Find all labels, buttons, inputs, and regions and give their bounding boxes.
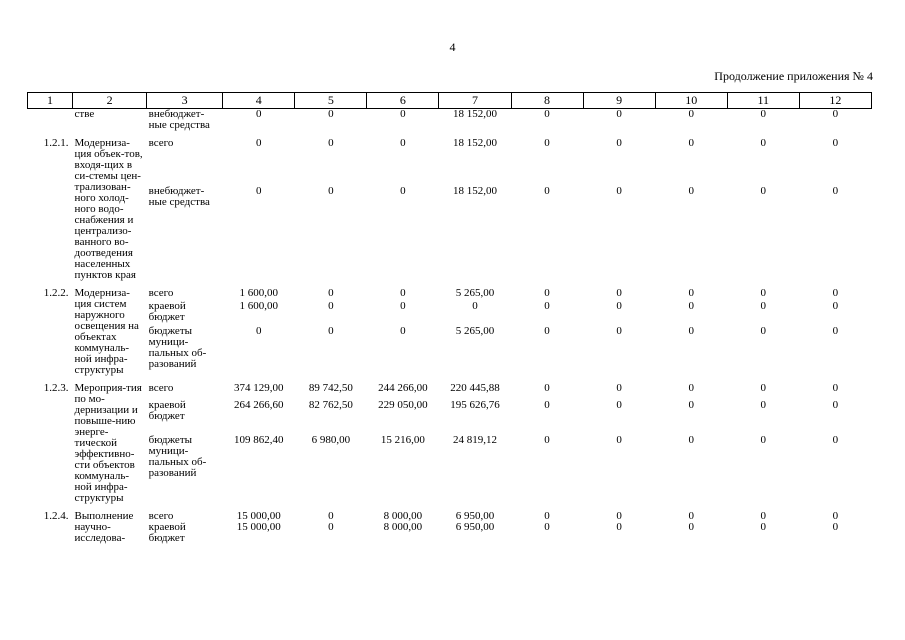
value-cell: 244 266,00 — [378, 382, 428, 394]
value-cell: 0 — [832, 184, 839, 197]
value-cell: 0 — [400, 137, 406, 149]
value-cell: 0 — [328, 299, 334, 312]
value-cell: 24 819,12 — [452, 433, 497, 446]
value-cell: 0 — [400, 287, 406, 299]
value-cell: 0 — [255, 324, 262, 337]
value-cell: 0 — [472, 299, 478, 312]
value-cell: 0 — [544, 137, 550, 149]
value-cell: 0 — [688, 510, 694, 522]
row-code: 1.2.3. — [43, 382, 69, 394]
table-row — [28, 435, 872, 504]
header-cell: 7 — [439, 93, 511, 109]
funding-source: краевой бюджет — [148, 521, 186, 544]
value-cell: 0 — [255, 184, 262, 197]
header-row — [28, 93, 872, 109]
value-cell: 0 — [688, 382, 694, 394]
funding-source: бюджеты муници-пальных об-разований — [148, 324, 207, 370]
value-cell: 229 050,00 — [378, 399, 428, 412]
value-cell: 195 626,76 — [450, 399, 500, 412]
row-name: стве — [74, 108, 95, 120]
group-spacer — [28, 544, 872, 551]
value-cell: 0 — [255, 108, 262, 120]
value-cell: 0 — [544, 521, 550, 533]
value-cell: 15 000,00 — [236, 510, 281, 522]
value-cell: 0 — [255, 137, 262, 149]
funding-source: всего — [148, 287, 174, 299]
funding-source: внебюджет-ные средства — [148, 184, 210, 208]
value-cell: 0 — [760, 137, 767, 149]
row-name: Модерниза-ция систем наружного освещения на объектах коммуналь-ной инфра-структуры — [74, 287, 139, 376]
value-cell: 0 — [832, 399, 839, 412]
table-row — [28, 186, 872, 281]
row-code: 1.2.1. — [43, 137, 69, 149]
table-row — [28, 288, 872, 301]
funding-source: всего — [148, 137, 174, 149]
value-cell: 0 — [328, 510, 334, 522]
value-cell: 0 — [688, 184, 694, 197]
value-cell: 0 — [616, 299, 622, 312]
row-name: Модерниза-ция объек-тов, входя-щих в си-стемы цен-трализован-ного холод-ного водо-снабжения и централизо-ванного во-доотведения населенных пунктов края — [74, 137, 143, 281]
row-name: Выполнение научно-исследова- — [74, 510, 134, 544]
value-cell: 0 — [760, 287, 767, 299]
value-cell: 0 — [616, 324, 622, 337]
value-cell: 1 600,00 — [239, 287, 278, 299]
value-cell: 0 — [688, 287, 694, 299]
value-cell: 18 152,00 — [452, 108, 497, 120]
value-cell: 89 742,50 — [308, 382, 353, 394]
value-cell: 0 — [688, 521, 694, 533]
row-name: Мероприя-тия по мо-дернизации и повыше-нию энерге-тической эффективно-сти объектов коммуналь-ной инфра-структуры — [74, 382, 142, 504]
table-body — [28, 109, 872, 552]
value-cell: 0 — [544, 510, 550, 522]
table-row — [28, 138, 872, 186]
value-cell: 264 266,60 — [233, 399, 284, 412]
value-cell: 0 — [688, 299, 694, 312]
budget-table — [27, 92, 872, 551]
value-cell: 0 — [832, 510, 839, 522]
value-cell: 0 — [544, 399, 550, 412]
continuation-label: Продолжение приложения № 4 — [714, 69, 873, 83]
value-cell: 109 862,40 — [233, 433, 284, 446]
header-cell: 1 — [28, 93, 73, 109]
table-row — [28, 326, 872, 376]
header-cell: 12 — [799, 93, 871, 109]
value-cell: 0 — [616, 287, 622, 299]
table-row — [28, 383, 872, 400]
value-cell: 0 — [760, 108, 767, 120]
value-cell: 8 000,00 — [383, 521, 423, 533]
value-cell: 0 — [688, 137, 694, 149]
funding-source: краевой бюджет — [148, 399, 186, 423]
table-row — [28, 400, 872, 435]
value-cell: 6 950,00 — [455, 510, 495, 522]
header-cell: 4 — [223, 93, 295, 109]
value-cell: 0 — [328, 137, 334, 149]
value-cell: 0 — [760, 521, 767, 533]
value-cell: 0 — [832, 433, 839, 446]
header-cell: 5 — [295, 93, 367, 109]
header-cell: 2 — [73, 93, 147, 109]
value-cell: 0 — [544, 433, 550, 446]
value-cell: 374 129,00 — [233, 382, 284, 394]
value-cell: 0 — [688, 324, 694, 337]
value-cell: 0 — [544, 324, 550, 337]
value-cell: 0 — [616, 108, 622, 120]
value-cell: 0 — [544, 287, 550, 299]
value-cell: 0 — [544, 299, 550, 312]
value-cell: 0 — [400, 108, 406, 120]
value-cell: 8 000,00 — [383, 510, 423, 522]
funding-source: бюджеты муници-пальных об-разований — [148, 433, 207, 479]
header-cell: 9 — [583, 93, 655, 109]
value-cell: 15 216,00 — [380, 433, 425, 446]
value-cell: 82 762,50 — [308, 399, 353, 412]
funding-source: всего — [148, 510, 174, 522]
value-cell: 0 — [544, 184, 550, 197]
value-cell: 0 — [400, 324, 406, 337]
table-row — [28, 522, 872, 544]
funding-source: всего — [148, 382, 174, 394]
value-cell: 0 — [328, 287, 334, 299]
value-cell: 0 — [616, 399, 622, 412]
value-cell: 6 980,00 — [311, 433, 351, 446]
page-number: 4 — [449, 40, 456, 54]
value-cell: 220 445,88 — [450, 382, 500, 394]
value-cell: 0 — [832, 108, 839, 120]
value-cell: 0 — [688, 108, 694, 120]
header-cell: 11 — [727, 93, 799, 109]
header-cell: 8 — [511, 93, 583, 109]
value-cell: 5 265,00 — [455, 287, 495, 299]
value-cell: 0 — [760, 184, 767, 197]
table-header — [28, 93, 872, 109]
value-cell: 0 — [832, 521, 839, 533]
spacer-cell — [28, 544, 872, 551]
value-cell: 0 — [760, 510, 767, 522]
value-cell: 18 152,00 — [452, 184, 497, 197]
value-cell: 0 — [832, 287, 839, 299]
value-cell: 0 — [400, 184, 406, 197]
value-cell: 18 152,00 — [452, 137, 497, 149]
value-cell: 1 600,00 — [239, 299, 278, 312]
value-cell: 0 — [544, 382, 550, 394]
value-cell: 0 — [616, 510, 622, 522]
value-cell: 0 — [616, 521, 622, 533]
value-cell: 0 — [760, 399, 767, 412]
value-cell: 0 — [760, 382, 767, 394]
value-cell: 0 — [616, 433, 622, 446]
value-cell: 0 — [328, 324, 334, 337]
value-cell: 0 — [616, 382, 622, 394]
value-cell: 0 — [760, 433, 767, 446]
value-cell: 0 — [760, 299, 767, 312]
value-cell: 0 — [616, 184, 622, 197]
value-cell: 0 — [328, 184, 334, 197]
value-cell: 0 — [688, 433, 694, 446]
value-cell: 0 — [616, 137, 622, 149]
value-cell: 5 265,00 — [455, 324, 495, 337]
value-cell: 15 000,00 — [236, 521, 281, 533]
value-cell: 0 — [832, 324, 839, 337]
header-cell: 3 — [147, 93, 223, 109]
table-row — [28, 109, 872, 132]
value-cell: 0 — [544, 108, 550, 120]
header-cell: 10 — [655, 93, 727, 109]
row-code — [28, 109, 73, 132]
value-cell: 0 — [832, 382, 839, 394]
row-code: 1.2.2. — [43, 287, 69, 299]
table-row — [28, 301, 872, 326]
value-cell: 0 — [688, 399, 694, 412]
value-cell: 0 — [328, 521, 334, 533]
value-cell: 0 — [832, 299, 839, 312]
value-cell: 0 — [832, 137, 839, 149]
value-cell: 6 950,00 — [455, 521, 495, 533]
row-code: 1.2.4. — [43, 510, 69, 522]
funding-source: внебюджет-ные средства — [148, 108, 210, 131]
header-cell: 6 — [367, 93, 439, 109]
value-cell: 0 — [328, 108, 334, 120]
funding-source: краевой бюджет — [148, 299, 186, 323]
value-cell: 0 — [400, 299, 406, 312]
value-cell: 0 — [760, 324, 767, 337]
